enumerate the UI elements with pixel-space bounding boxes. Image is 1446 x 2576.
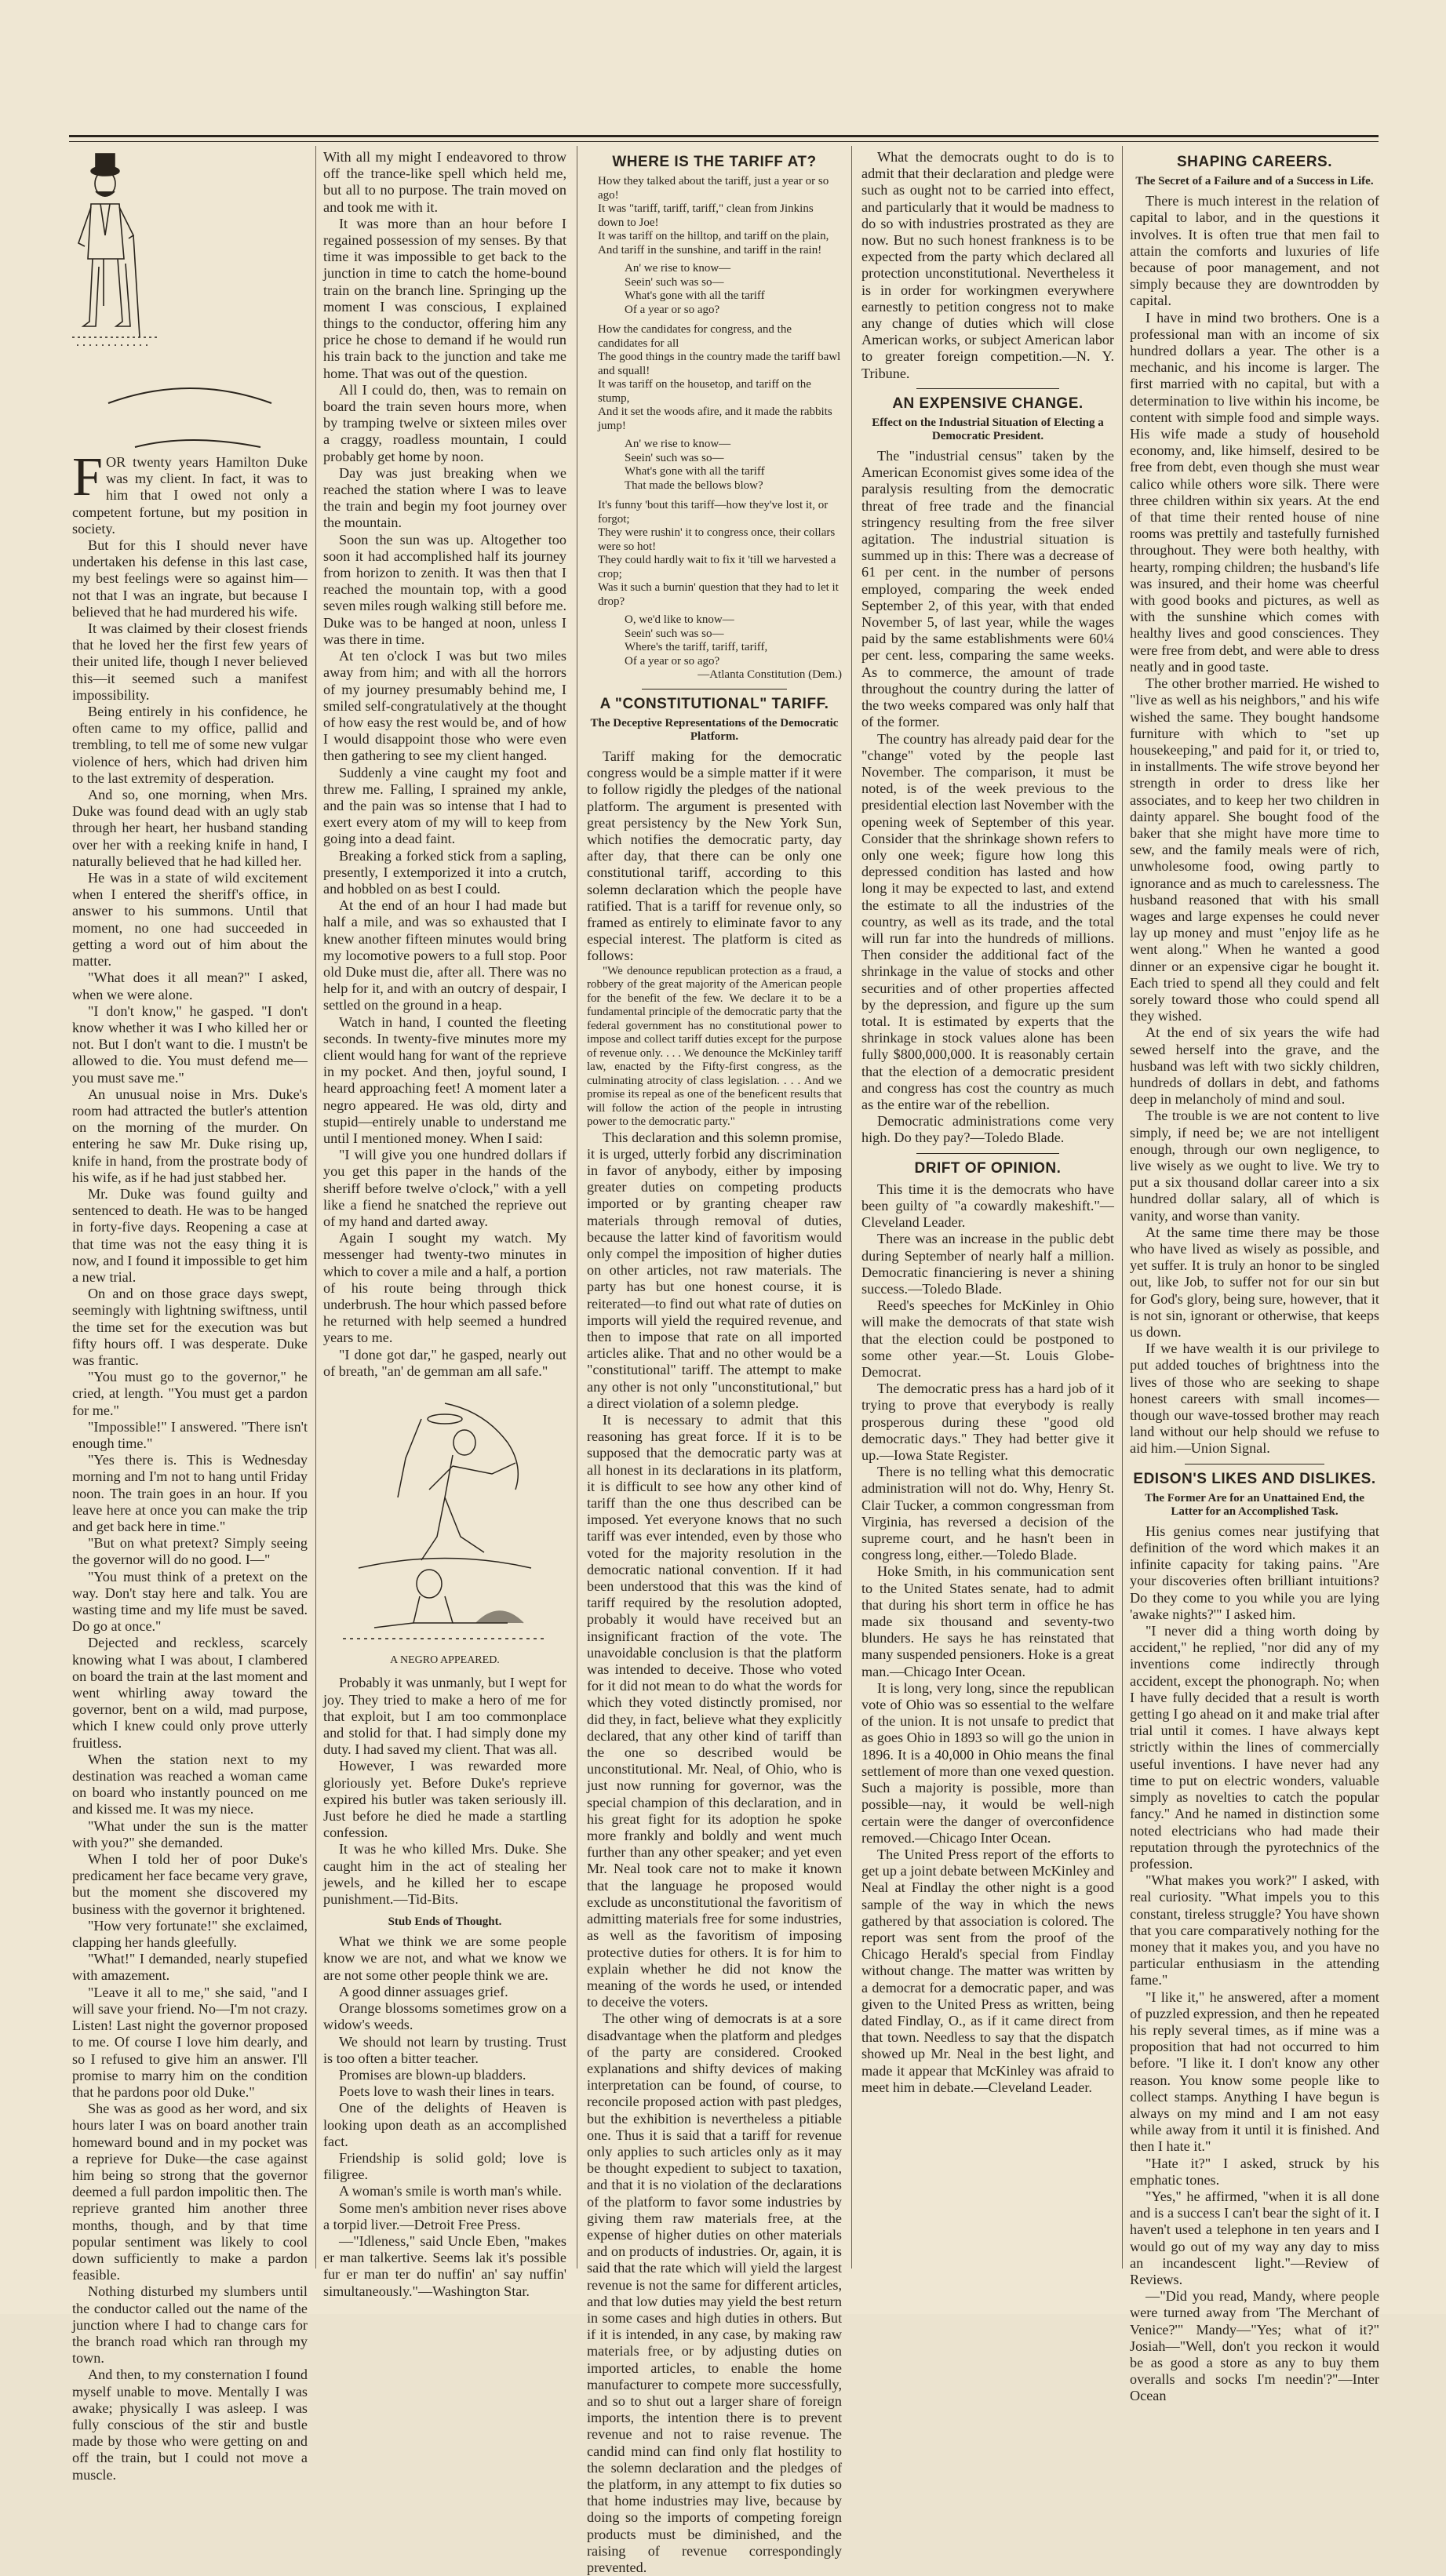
stub-item: One of the delights of Heaven is looking upon death as an accomplished fact. [323,2100,566,2149]
paragraph: "I never did a thing worth doing by accident," he replied, "nor did any of my inventions come indirectly through accident, except the phonograph. No; when I have fully decided that a result is worth getting I go ahead on it and make trial after trial until it comes. I have always kept strictly within the lines of commercially useful inventions. I have never had any time to put on electric wonders, valuable simply as novelties to catch the popular fancy." And he named in distinction some noted electricians who had made their reputation through the pyrotechnics of the profession. [1130,1623,1379,1872]
poem [587,175,842,682]
section-title: Stub Ends of Thought. [388,1916,502,1929]
paragraph: "Yes there is. This is Wednesday morning and I'm not to hang until Friday noon. The train goes in an hour. If you leave here at once you can make the trip and get back here in time." [72,1452,308,1534]
paragraph: "What under the sun is the matter with you?" she demanded. [72,1817,308,1850]
paragraph: It is necessary to admit that this reasoning has great force. If it is to be supposed that the democratic party was at all honest in its declarations in its platform, it is difficult to see how any other kind of tariff than the one thus described can be imposed. Yet everyone knows that no such tariff was ever intended, even by those who voted for the majority resolution in the democratic national convention. If it had been understood that this was the kind of tariff required by the resolution adopted, probably it would have received but an insignificant fraction of the vote. The unavoidable conclusion is that the platform was intended to deceive. Those who voted for it did not mean to do what the words for which they voted distinctly promised, nor did they, in fact, believe what they explicitly declared, that any other kind of tariff than the one so described would be unconstitutional. Mr. Neal, of Ohio, who is just now running for governor, was the special champion of this declaration, and in his great fight for its adoption he spoke more frankly and boldly and went much further than any other speaker; and yet even Mr. Neal took care not to make it known that the language he proposed would exclude as unconstitutional the favoritism of admitting materials free for some industries, as well as the favoritism of imposing protective duties for others. It is for him to explain whether he did not know the meaning of the words he used, or intended to deceive the voters. [587,1412,842,2010]
column-3 [587,149,842,2576]
paragraph: With all my might I endeavored to throw off the trance-like spell which held me, but all to no purpose. The train moved on and took me with it. [323,149,566,215]
paragraph: But for this I should never have undertaken his defense in this last case, my best feelings were so against him—not that I was an ingrate, but because I believed that he had murdered his wife. [72,537,308,620]
paragraph: "I like it," he answered, after a moment of puzzled expression, and then he repeated his reply several times, as if mine was a proposition that had not occurred to him before. "I like it. I don't know any other reason. You know some people like to collect stamps. Anything I have begun is always on my mind and I am not easy while away from it until it is finished. And then I hate it." [1130,1988,1379,2155]
stub-item: We should not learn by trusting. Trust is too often a bitter teacher. [323,2033,566,2066]
paragraph: At the end of an hour I had made but half a mile, and was so exhausted that I knew another fifteen minutes would bring my locomotive powers to a full stop. Poor old Duke must die, after all. There was no help for it, and with an outcry of despair, I settled on the ground in a heap. [323,897,566,1013]
paragraph: Suddenly a vine caught my foot and threw me. Falling, I sprained my ankle, and the pain was so intense that I had to exert every atom of my will to keep from going into a dead faint. [323,764,566,847]
paragraph: Nothing disturbed my slumbers until the conductor called out the name of the junction where I had to change cars for the branch road which ran through my town. [72,2283,308,2367]
paragraph: The "industrial census" taken by the American Economist gives some idea of the paralysis resulting from the democratic threat of free trade and the financial stringency resulting from the free silver agitation. The industrial situation is summed up in this: There was a decrease of 61 per cent. in the number of persons employed, comparing the week ended September 2, of this year, with that ended November 5, of last year, while the wages paid by the same establishments were 60¼ per cent. less, comparing the same weeks. As to commerce, the amount of trade throughout the country during the latter of the two weeks compared was only half that of the former. [861,448,1114,730]
drift-item: Hoke Smith, in his communication sent to the United States senate, had to admit that during his short term in office he has made six thousand and seventy-two blunders. He says he has reinstated that many suspended pensioners. Hoke is a great man.—Chicago Inter Ocean. [861,1563,1114,1679]
stub-item: Some men's ambition never rises above a torpid liver.—Detroit Free Press. [323,2199,566,2232]
paragraph: "Yes," he affirmed, "when it is all done and is a success I can't bear the sight of it. I haven't used a telephone in ten years and I would go out of my way any day to miss an incandescent light."—Review of Reviews. [1130,2188,1379,2287]
section-title: A "CONSTITUTIONAL" TARIFF. [599,695,829,712]
poem-line: They could hardly wait to fix it 'till we harvested a crop; [598,554,836,580]
poem-line: It was tariff on the hilltop, and tariff on the plain, [598,230,829,243]
paragraph: Dejected and reckless, scarcely knowing what I was about, I clambered on board the train at the last moment and went whirling away toward the governor, bent on a wild, mad purpose, which I knew could only prove utterly fruitless. [72,1635,308,1751]
paragraph: Again I sought my watch. My messenger had twenty-two minutes in which to cover a mile and a half, a portion of his route being through thick underbrush. The hour which passed before he returned with help seemed a hundred years to me. [323,1230,566,1346]
paragraph: What the democrats ought to do is to admit that their declaration and pledge were such as ought not to be carried into effect, and particularly that it would be madness to do so with industries prostrated as they are now. But no such honest frankness is to be expected from the party which declared all protection unconstitutional. Nevertheless it is in order for workingmen everywhere earnestly to petition congress not to make any change of duties which will close American works, or subject American labor to greater foreign competition.—N. Y. Tribune. [861,149,1114,381]
poem-line: How they talked about the tariff, just a year or so ago! [598,175,829,202]
paragraph: At the end of six years the wife had sewed herself into the grave, and the husband was left with two sickly children, hundreds of dollars in debt, and fathoms deep in melancholy of mind and soul. [1130,1024,1379,1108]
paragraph: At ten o'clock I was but two miles away from him; and with all the horrors of my journey presumably behind me, I smiled self-congratulatively at the thought of how easy the rest would be, and of how I would disappoint those who were even then gathering to see my client hanged. [323,648,566,764]
column-divider [1122,146,1123,2269]
poem-line: It was tariff on the housetop, and tariff on the stump, [598,378,811,405]
column-5 [1130,149,1379,2404]
poem-line: It's funny 'bout this tariff—how they've lost it, or forgot; [598,499,829,526]
paragraph: When I told her of poor Duke's predicament her face became very grave, but the moment she discovered my business with the governor it brightened. [72,1851,308,1917]
gentleman-illustration [72,149,165,369]
paragraph: Soon the sun was up. Altogether too soon it had accomplished half its journey from horizon to zenith. It was then that I reached the mountain top, with a good seven miles rough walking still before me. Duke was to be hanged at noon, unless I was there in time. [323,531,566,647]
paragraph: I have in mind two brothers. One is a professional man with an income of six hundred dollars a year. The other is a mechanic, and his income is larger. The first married with no capital, but with a determination to live within his income, be content with simple food and simple ways. His wife made a study of household economy, and, like himself, desired to be free from debt, even though she must wear calico while others wore silk. There were three children within six years. At the end of that time their rented house of nine rooms was prettily and tastefully furnished throughout. They were both healthy, with hearty, romping children; the husband's life was insured, and their home was cheerful with good books and pictures, as well as with the sunshine which comes with healthy lives and good consciences. They were free from debt, and were able to dress neatly and in good taste. [1130,309,1379,675]
paragraph: —"Did you read, Mandy, where people were turned away from 'The Merchant of Venice?'" Mandy—"Yes; what of it?" Josiah—"Well, don't you reckon it would be as good a store as any to buy them overalls and socks I'm needin'?"—Inter Ocean [1130,2288,1379,2404]
section-title: SHAPING CAREERS. [1176,154,1333,170]
poem-line: An' we rise to know— [625,262,731,275]
poem-line: Of a year or so ago? [625,303,720,316]
stub-item: Friendship is solid gold; love is filigree. [323,2149,566,2183]
poem-line: That made the bellows blow? [625,478,763,492]
paragraph: "Hate it?" I asked, struck by his emphatic tones. [1130,2155,1379,2188]
paragraph: "What does it all mean?" I asked, when we were alone. [72,970,308,1002]
poem-line: Where's the tariff, tariff, tariff, [625,641,768,654]
paragraph: Breaking a forked stick from a sapling, presently, I extemporized it into a crutch, and hobbled on as best I could. [323,847,566,897]
stub-item: —"Idleness," said Uncle Eben, "makes er man talkertive. Seems lak it's possible fur er man ter do nuffin' an' say nuffin' simultaneously."—Washington Star. [323,2232,566,2299]
paragraph: Tariff making for the democratic congress would be a simple matter if it were to follow rigidly the pledges of the national platform. The argument is presented with great persistency by the New York Sun, which notifies the democratic party, day after day, that there can be only one constitutional tariff, according to this solemn declaration which the people have ratified. That is a tariff for revenue only, so framed as entirely to eliminate favor to any especial interest. The platform is cited as follows: [587,748,842,964]
paragraph: This declaration and this solemn promise, it is urged, utterly forbid any discrimination in favor of anybody, either by imposing greater duties on competing products imported or by granting cheaper raw materials through removal of duties, because the latter kind of favoritism would only compel the imposition of higher duties on other articles, not raw materials. The party has but one honest course, it is reiterated—to find out what rate of duties on imports will yield the required revenue, and then to impose that rate on all imported articles alike. That and no other would be a "constitutional" tariff. The attempt to make any other is not only "unconstitutional," but a direct violation of a solemn pledge. [587,1129,842,1411]
paragraph: However, I was rewarded more gloriously yet. Before Duke's reprieve expired his butler was taken seriously ill. Just before he died he made a startling confession. [323,1758,566,1841]
paragraph: "What makes you work?" I asked, with real curiosity. "What impels you to this constant, tireless struggle? You have shown that you care comparatively nothing for the money that it makes you, and you have no particular enthusiasm in the attending fame." [1130,1872,1379,1988]
section-subtitle: Effect on the Industrial Situation of Electing a Democratic President. [872,417,1104,443]
paragraph: On and on those grace days swept, seemingly with lightning swiftness, until the time set for the execution was but fifty hours off. I was desperate. Duke was frantic. [72,1286,308,1368]
paragraph: Probably it was unmanly, but I wept for joy. They tried to make a hero of me for that exploit, but I am too commonplace and stolid for that. I had simply done my duty. I had saved my client. That was all. [323,1675,566,1758]
top-rule-thin [69,141,1379,142]
section-subtitle: The Deceptive Representations of the Democratic Platform. [590,716,839,743]
stub-item: What we think we are some people know we are not, and what we know we are not some other people think we are. [323,1934,566,1983]
stub-item: Promises are blown-up bladders. [339,2066,526,2083]
drift-item: It is long, very long, since the republican vote of Ohio was so essential to the welfare of the union. It is not unsafe to predict that as goes Ohio in 1893 so will go the union in 1896. It is a 40,000 in Ohio means the final settlement of more than one vexed question. Such a majority is possible, more than possible—nay, it would be well-nigh certain were the danger of overconfidence removed.—Chicago Inter Ocean. [861,1679,1114,1846]
poem-line: And it set the woods afire, and it made the rabbits jump! [598,406,832,432]
paragraph: All I could do, then, was to remain on board the train seven hours more, when by tramping twelve or sixteen miles over a craggy, roadless mountain, I could probably get home by noon. [323,381,566,464]
paragraph: OR twenty years Hamilton Duke was my client. In fact, it was to him that I owed not only a competent fortune, but my position in society. [72,454,308,537]
poem-line: An' we rise to know— [625,438,731,451]
illustration-caption: A NEGRO APPEARED. [390,1654,500,1667]
poem-line: How the candidates for congress, and the candidates for all [598,323,792,350]
drift-item: There is no telling what this democratic administration will not do. Why, Henry St. Clair Tucker, a common congressman from Virginia, has reversed a decision of the supreme court, and he hasn't been in congress long, either.—Toledo Blade. [861,1464,1114,1563]
paragraph: "You must go to the governor," he cried, at length. "You must get a pardon for me." [72,1369,308,1418]
top-rule [69,135,1379,137]
paragraph: The other wing of democrats is at a sore disadvantage when the platform and pledges of the party are considered. Crooked explanations and shifty devices of making interpretation can be found, of course, to reconcile proposed action with past pledges, but the exhibition is nevertheless a pitiable one. Thus it is said that a tariff for revenue only applies to such articles only as it may be thought expedient to subject to taxation, and that it is no violation of the declarations of the platform to favor some industries by giving them raw materials free, at the expense of higher duties on other materials and on products of industries. Or, again, it is said that the rate which will yield the largest revenue is not the same for different articles, and that low duties may yield the best return in some cases and high duties in others. But if it is intended, in any case, by making raw materials free, or by adjusting duties on imported articles, to enable the home manufacturer to compete more successfully, and so to shut out a larger share of foreign imports, the intention there is to prevent revenue and not to raise revenue. The candid mind can find only flat hostility to the solemn declaration and the pledges of the platform, in any attempt to fix duties so that home industries may live, because by doing so the imports of competing foreign products must be diminished, and the raising of revenue correspondingly prevented. [587,2010,842,2576]
section-subtitle: The Former Are for an Unattained End, the Latter for an Accomplished Task. [1145,1491,1364,1518]
paragraph: It was claimed by their closest friends that he loved her the first few years of their united life, though I never believed this—it seemed such a manifest impossibility. [72,620,308,703]
paragraph: Being entirely in his confidence, he often came to my office, pallid and trembling, to tell me of some new vulgar violence of hers, which had driven him to the last extremity of desperation. [72,704,308,786]
stub-item: Orange blossoms sometimes grow on a widow's weeds. [323,2000,566,2033]
poem-line: Seein' such was so— [625,275,724,289]
column-4 [861,149,1114,2269]
poem-line: And tariff in the sunshine, and tariff in the rain! [598,243,822,257]
section-subtitle: The Secret of a Failure and of a Success in Life. [1135,175,1374,188]
column-1 [72,149,308,2483]
paragraph: "But on what pretext? Simply seeing the governor will do no good. I—" [72,1535,308,1568]
poem-line: Of a year or so ago? [625,654,720,668]
drift-item: The democratic press has a hard job of it trying to prove that everybody is really prosperous during these "good old democratic days." They had better give it up.—Iowa State Register. [861,1381,1114,1464]
paragraph: "What!" I demanded, nearly stupefied with amazement. [72,1951,308,1984]
paragraph: The other brother married. He wished to "live as well as his neighbors," and his wife wished the same. They bought handsome furniture with which to "set up housekeeping," and paid for it, or tried to, in installments. The wife strove beyond her strength in order to dress like her associates, and to keep her two children in dainty apparel. She bought food of the baker that she might have more time to sew, and the family meals were of rich, unwholesome food, owing partly to ignorance and as much to carelessness. The husband reasoned that with his small wages and large expenses he could never lay up money and must "enjoy life as he went along." When he wanted a good dinner or an expensive cigar he bought it. Each tried to spend all they could and felt sorely toward those who could spend all they wished. [1130,675,1379,1024]
paragraph: When the station next to my destination was reached a woman came on board who instantly pounced on me and kissed me. It was my niece. [72,1751,308,1817]
quoted-platform: "We denounce republican protection as a fraud, a robbery of the great majority of the American people for the benefit of the few. We declare it to be a fundamental principle of the democratic party that the federal government has no constitutional power to impose and collect tariff duties except for the purpose of revenue only. . . . We denounce the McKinley tariff law, enacted by the Fifty-first congress, as the culminating atrocity of class legislation. . . . And we promise its repeal as one of the beneficent results that will follow the action of the people in intrusting power to the democratic party." [587,964,842,1129]
paragraph: "Impossible!" I answered. "There isn't enough time." [72,1418,308,1451]
drift-item: Reed's speeches for McKinley in Ohio will make the democrats of that state wish that the election could be postponed to some other year.—St. Louis Globe-Democrat. [861,1297,1114,1381]
poem-line: What's gone with all the tariff [625,289,765,303]
paragraph: "How very fortunate!" she exclaimed, clapping her hands gleefully. [72,1917,308,1951]
paragraph: The trouble is we are not content to live simply, if need be; we are not intelligent enough, through our own negligence, to live wisely as we ought to live. We try to put a six thousand dollar career into a six hundred dollar salary, all of which is vanity, and worse than vanity. [1130,1108,1379,1224]
title-lettering [104,372,276,454]
paragraph: "I will give you one hundred dollars if you get this paper in the hands of the sheriff before twelve o'clock," with a yell like a fiend he snatched the reprieve out of my hand and darted away. [323,1147,566,1229]
paragraph: An unusual noise in Mrs. Duke's room had attracted the butler's attention on the morning of the murder. On entering he saw Mr. Duke rising up, knife in hand, from the prostrate body of his wife, as if he had just stabbed her. [72,1086,308,1185]
poem-line: What's gone with all the tariff [625,465,765,478]
paragraph: Democratic administrations come very high. Do they pay?—Toledo Blade. [861,1113,1114,1146]
paragraph: If we have wealth it is our privilege to put added touches of brightness into the lives of those who are seeking to shape honest careers with small incomes—though our wave-tossed brother may reach land without our help should we refuse to aid him.—Union Signal. [1130,1341,1379,1457]
paragraph: And then, to my consternation I found myself unable to move. Mentally I was awake; physically I was asleep. I was fully conscious of the stir and bustle made by those who were getting on and off the train, but I could not move a muscle. [72,2367,308,2483]
paragraph: He was in a state of wild excitement when I entered the sheriff's office, in answer to his summons. Until that moment, no one had succeeded in getting a word out of him about the matter. [72,870,308,970]
stub-item: Poets love to wash their lines in tears. [339,2083,555,2100]
paragraph: "You must think of a pretext on the way. Don't stay here and talk. You are wasting time and my life must be saved. Do go at once." [72,1568,308,1635]
negro-appeared-illustration [327,1388,563,1668]
paragraph: The country has already paid dear for the "change" voted by the people last November. The comparison, it must be noted, is of the week previous to the presidential election last November with the opening week of September of this year. Consider that the shrinkage shown refers to only one week; figure how long this depressed condition has lasted and how long it may be expected to last, and extend the estimate to all the industries of the country, as well as its trade, and the total will run far into the hundreds of millions. Then consider the additional fact of the shrinkage in the value of stocks and other securities and of other properties affected by the depression, and figure up the sum total. It is estimated by experts that the shrinkage in stock values alone has been fully $800,000,000. It is reasonably certain that the election of a democratic president and congress has cost the country as much as the entire war of the rebellion. [861,730,1114,1112]
column-divider [315,146,316,2269]
section-title: DRIFT OF OPINION. [914,1159,1062,1177]
section-title: AN EXPENSIVE CHANGE. [892,395,1084,412]
paragraph: And so, one morning, when Mrs. Duke was found dead with an ugly stab through her heart, her husband standing over her with a reeking knife in hand, I naturally believed that he had killed her. [72,787,308,869]
paragraph: "Leave it all to me," she said, "and I will save your friend. No—I'm not crazy. Listen! Last night the governor proposed to me. Of course I love him dearly, and so I refused to give him an answer. I'll promise to marry him on the condition that he pardons poor old Duke." [72,1984,308,2100]
poem-line: Was it such a burnin' question that they had to let it drop? [598,581,839,608]
paragraph: Day was just breaking when we reached the station where I was to leave the train and begin my foot journey over the mountain. [323,464,566,531]
stub-item: A good dinner assuages grief. [339,1983,508,1999]
column-2 [323,149,566,2299]
paragraph: His genius comes near justifying that definition of the word which makes it an infinite capacity for taking pains. "Are your discoveries often brilliant intuitions? Do they come to you while you are lying 'awake nights?'" I asked him. [1130,1523,1379,1622]
paragraph: Mr. Duke was found guilty and sentenced to death. He was to be hanged in forty-five days. Reopening a case at that time was not the easy thing it is now, and I found it impossible to get him a new trial. [72,1185,308,1285]
poem-line: Seein' such was so— [625,451,724,464]
poem-line: It was "tariff, tariff, tariff," clean from Jinkins down to Joe! [598,202,814,229]
poem-line: They were rushin' it to congress once, their collars were so hot! [598,526,836,553]
paragraph: It was he who killed Mrs. Duke. She caught him in the act of stealing her jewels, and he killed her to escape punishment.—Tid-Bits. [323,1841,566,1908]
paragraph: "I don't know," he gasped. "I don't know whether it was I who killed her or not. But I don't want to die. I mustn't be allowed to die. You must defend me—you must save me." [72,1002,308,1086]
paragraph: It was more than an hour before I regained possession of my senses. By that time it was impossible to get back to the junction in time to catch the home-bound train on the branch line. Springing up the moment I was conscious, I explained things to the conductor, offering him any price he chose to demand if he would run his train back to the junction and take me home. That was out of the question. [323,215,566,381]
stub-item: A woman's smile is worth man's while. [339,2183,562,2199]
poem-line: O, we'd like to know— [625,613,734,627]
drift-item: There was an increase in the public debt during September of nearly half a million. Democratic financiering is never a shining success.—Toledo Blade. [861,1231,1114,1297]
column-divider [851,146,852,2269]
paragraph: Watch in hand, I counted the fleeting seconds. In twenty-five minutes more my client would hang for want of the reprieve in my pocket. And then, joyful sound, I heard approaching feet! A moment later a negro appeared. He was old, dirty and stupid—entirely unable to understand me until I mentioned money. When I said: [323,1013,566,1146]
paragraph: She was as good as her word, and six hours later I was on board another train homeward bound and in my pocket was a reprieve for Duke—the case against him being so strong that the governor deemed a full pardon impolitic then. The reprieve granted him another three months, though, and by that time popular sentiment was likely to cool down sufficiently to make a pardon feasible. [72,2101,308,2283]
credit-line: —Atlanta Constitution (Dem.) [698,668,842,682]
section-title: EDISON'S LIKES AND DISLIKES. [1133,1470,1376,1487]
poem-line: The good things in the country made the tariff bawl and squall! [598,351,841,377]
section-title: WHERE IS THE TARIFF AT? [612,154,817,170]
drop-cap: F [72,447,103,508]
drift-item: This time it is the democrats who have been guilty of "a cowardly makeshift."—Cleveland Leader. [861,1181,1114,1231]
paragraph: "I done got dar," he gasped, nearly out of breath, "an' de gemman am all safe." [323,1346,566,1379]
paragraph: At the same time there may be those who have lived as wisely as possible, and yet suffer. It is truly an honor to be singled out, like Job, to suffer not for our sin but for God's glory, being sure, however, that it is not sin, ignorant or otherwise, that keeps us down. [1130,1224,1379,1341]
poem-line: Seein' such was so— [625,627,724,640]
paragraph: There is much interest in the relation of capital to labor, and in the questions it involves. It is often true that men fail to attain the comforts and luxuries of life because of poor management, and not simply because they are downtrodden by capital. [1130,193,1379,309]
drift-item: The United Press report of the efforts to get up a joint debate between McKinley and Neal at Findlay the other night is a good sample of the way in which the news gathered by that association is colored. The report was sent from the proof of the Chicago Herald's special from Findlay without change. The matter was written by a democrat for a democratic paper, and was given to the United Press as written, being dated Findlay, O., as if it came direct from that town. Needless to say that the dispatch showed up Mr. Neal in the best light, and made it appear that McKinley was afraid to meet him in debate.—Cleveland Leader. [861,1846,1114,2095]
